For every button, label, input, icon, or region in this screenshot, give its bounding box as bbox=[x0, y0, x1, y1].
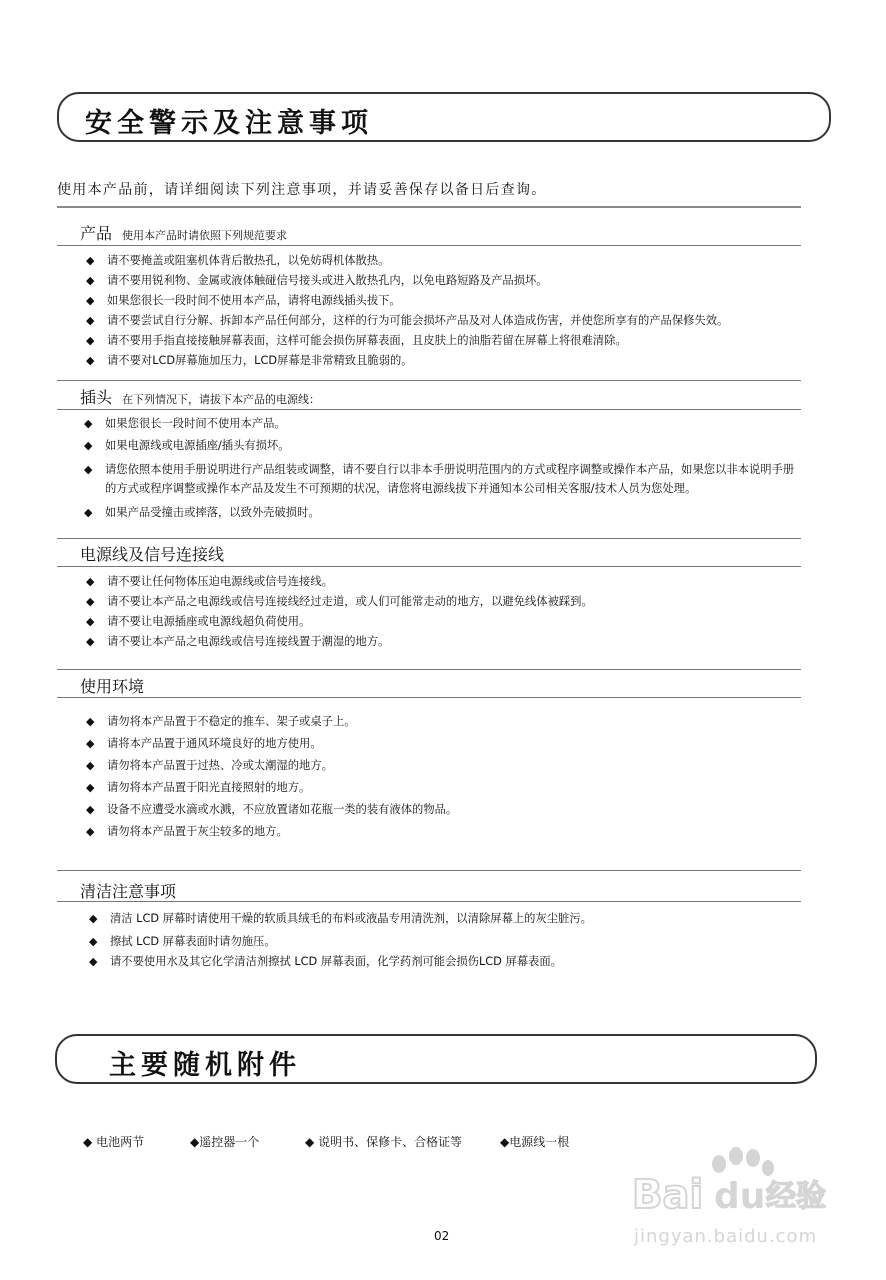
bullet-icon: ◆ bbox=[86, 615, 95, 628]
section-clean-list bbox=[89, 911, 809, 969]
list-item-text: 请不要掩盖或阻塞机体背后散热孔，以免妨碍机体散热。 bbox=[107, 254, 390, 267]
section-cable-divider bbox=[57, 566, 801, 567]
bullet-icon: ◆ bbox=[86, 254, 95, 267]
section-cable-title: 电源线及信号连接线 bbox=[80, 545, 225, 564]
list-item-text: 擦拭 LCD 屏幕表面时请勿施压。 bbox=[110, 935, 276, 948]
list-item-text: 请不要用手指直接接触屏幕表面，这样可能会损伤屏幕表面，且皮肤上的油脂若留在屏幕上将很难清除。 bbox=[107, 334, 627, 347]
list-item bbox=[86, 273, 806, 288]
list-item-text: 请不要对LCD屏幕施加压力，LCD屏幕是非常精致且脆弱的。 bbox=[107, 354, 413, 367]
list-item bbox=[86, 293, 806, 308]
bullet-icon: ◆ bbox=[89, 912, 98, 925]
bullet-icon: ◆ bbox=[305, 1135, 315, 1149]
bullet-icon: ◆ bbox=[86, 354, 95, 367]
watermark-url: jingyan.baidu.com bbox=[634, 1226, 818, 1247]
list-item-text: 如果电源线或电源插座/插头有损坏。 bbox=[105, 439, 290, 452]
watermark-brand: Bai bbox=[632, 1172, 704, 1218]
bullet-icon: ◆ bbox=[89, 955, 98, 968]
section-clean-divider bbox=[57, 901, 801, 902]
accessory-text: 遥控器一个 bbox=[199, 1135, 260, 1149]
bullet-icon: ◆ bbox=[84, 439, 93, 452]
bullet-icon: ◆ bbox=[89, 935, 98, 948]
bullet-icon: ◆ bbox=[86, 737, 95, 750]
list-item bbox=[86, 614, 806, 629]
section-env-heading bbox=[80, 674, 144, 697]
list-item-text: 请不要让电源插座或电源线超负荷使用。 bbox=[107, 615, 311, 628]
safety-title-box bbox=[57, 92, 831, 142]
list-item-text: 请您依照本使用手册说明进行产品组装或调整，请不要自行以非本手册说明范围内的方式或程序调整或操作本产品，如果您以非本说明手册的方式或程序调整或操作本产品及发生不可预期的状况，请您将电源线拔下并通知本公司相关客服/技术人员为您处理。 bbox=[105, 463, 795, 495]
list-item-text: 如果您很长一段时间不使用本产品。 bbox=[105, 417, 286, 430]
section-plug-heading bbox=[80, 385, 320, 408]
section-env-top-divider bbox=[57, 669, 801, 670]
section-product-heading bbox=[80, 221, 287, 244]
bullet-icon: ◆ bbox=[86, 595, 95, 608]
bullet-icon: ◆ bbox=[500, 1135, 510, 1149]
list-item-text: 如果您很长一段时间不使用本产品，请将电源线插头拔下。 bbox=[107, 294, 401, 307]
section-cable-heading bbox=[80, 542, 224, 565]
section-env-divider bbox=[57, 697, 801, 698]
list-item-text: 请将本产品置于通风环境良好的地方使用。 bbox=[107, 737, 322, 750]
bullet-icon: ◆ bbox=[84, 506, 93, 519]
accessory-text: 说明书、保修卡、合格证等 bbox=[318, 1135, 463, 1149]
bullet-icon: ◆ bbox=[190, 1135, 200, 1149]
list-item-text: 设备不应遭受水滴或水溅，不应放置诸如花瓶一类的装有液体的物品。 bbox=[107, 803, 458, 816]
section-plug-subtitle: 在下列情况下，请拔下本产品的电源线： bbox=[122, 393, 321, 406]
list-item-text: 请不要用锐利物、金属或液体触碰信号接头或进入散热孔内，以免电路短路及产品损坏。 bbox=[107, 274, 548, 287]
bullet-icon: ◆ bbox=[86, 803, 95, 816]
accessory-text: 电池两节 bbox=[96, 1135, 145, 1149]
list-item-text: 请勿将本产品置于阳光直接照射的地方。 bbox=[107, 781, 311, 794]
section-product-divider bbox=[57, 245, 801, 246]
page-number: 02 bbox=[434, 1229, 450, 1243]
accessory-item bbox=[305, 1133, 462, 1150]
section-product-subtitle: 使用本产品时请依照下列规范要求 bbox=[122, 229, 288, 242]
list-item bbox=[84, 416, 802, 431]
list-item bbox=[86, 780, 806, 795]
accessory-item bbox=[500, 1133, 569, 1150]
bullet-icon: ◆ bbox=[86, 575, 95, 588]
list-item-text: 请不要使用水及其它化学清洁剂擦拭 LCD 屏幕表面，化学药剂可能会损伤LCD 屏幕表面。 bbox=[110, 955, 562, 968]
section-plug-top-divider bbox=[57, 380, 801, 381]
list-item bbox=[86, 313, 806, 328]
section-clean-heading bbox=[80, 879, 176, 902]
list-item-text: 清洁 LCD 屏幕时请使用干燥的软质具绒毛的布料或液晶专用清洗剂，以清除屏幕上的灰尘脏污。 bbox=[110, 912, 592, 925]
watermark-brand-tail: du bbox=[714, 1176, 766, 1217]
list-item bbox=[86, 714, 806, 729]
safety-title: 安全警示及注意事项 bbox=[85, 108, 373, 139]
section-plug-list bbox=[84, 416, 802, 520]
list-item-text: 请不要让本产品之电源线或信号连接线经过走道，或人们可能常走动的地方，以避免线体被踩到。 bbox=[107, 595, 593, 608]
list-item-text: 请不要让本产品之电源线或信号连接线置于潮湿的地方。 bbox=[107, 635, 390, 648]
bullet-icon: ◆ bbox=[86, 334, 95, 347]
list-item-text: 请不要让任何物体压迫电源线或信号连接线。 bbox=[107, 575, 333, 588]
section-cable-top-divider bbox=[57, 538, 801, 539]
list-item bbox=[89, 911, 809, 926]
list-item bbox=[89, 934, 809, 949]
list-item bbox=[86, 594, 806, 609]
accessory-item bbox=[190, 1133, 259, 1150]
section-cable-list bbox=[86, 574, 806, 649]
accessory-text: 电源线一根 bbox=[509, 1135, 570, 1149]
section-plug-title: 插头 bbox=[80, 388, 113, 407]
bullet-icon: ◆ bbox=[86, 715, 95, 728]
section-product-title: 产品 bbox=[80, 224, 113, 243]
section-env-list bbox=[86, 714, 806, 839]
bullet-icon: ◆ bbox=[83, 1135, 93, 1149]
list-item-text: 如果产品受撞击或摔落，以致外壳破损时。 bbox=[105, 506, 320, 519]
bullet-icon: ◆ bbox=[86, 274, 95, 287]
list-item bbox=[86, 253, 806, 268]
list-item bbox=[86, 736, 806, 751]
bullet-icon: ◆ bbox=[86, 635, 95, 648]
list-item bbox=[86, 634, 806, 649]
section-clean-title: 清洁注意事项 bbox=[80, 882, 177, 901]
list-item bbox=[86, 353, 806, 368]
list-item bbox=[86, 333, 806, 348]
watermark-label: 经验 bbox=[766, 1179, 826, 1214]
paw-icon bbox=[712, 1147, 774, 1176]
list-item bbox=[86, 824, 806, 839]
list-item bbox=[86, 802, 806, 817]
list-item bbox=[86, 574, 806, 589]
bullet-icon: ◆ bbox=[86, 759, 95, 772]
list-item bbox=[84, 505, 802, 520]
intro-divider bbox=[57, 206, 801, 208]
section-plug-divider bbox=[57, 409, 801, 410]
section-clean-top-divider bbox=[57, 870, 801, 871]
accessory-item bbox=[83, 1133, 144, 1150]
baidu-jingyan-watermark bbox=[624, 1142, 844, 1252]
list-item bbox=[84, 438, 802, 453]
bullet-icon: ◆ bbox=[86, 781, 95, 794]
list-item bbox=[89, 954, 809, 969]
accessories-title-box bbox=[55, 1034, 817, 1084]
bullet-icon: ◆ bbox=[84, 417, 93, 430]
section-product-list bbox=[86, 253, 806, 368]
list-item-text: 请不要尝试自行分解、拆卸本产品任何部分，这样的行为可能会损坏产品及对人体造成伤害，并使您所享有的产品保修失效。 bbox=[107, 314, 729, 327]
intro-text: 使用本产品前，请详细阅读下列注意事项，并请妥善保存以备日后查询。 bbox=[57, 182, 547, 198]
section-env-title: 使用环境 bbox=[80, 677, 145, 696]
list-item bbox=[86, 758, 806, 773]
bullet-icon: ◆ bbox=[86, 825, 95, 838]
list-item-text: 请勿将本产品置于不稳定的推车、架子或桌子上。 bbox=[107, 715, 356, 728]
bullet-icon: ◆ bbox=[86, 314, 95, 327]
bullet-icon: ◆ bbox=[86, 294, 95, 307]
accessories-title: 主要随机附件 bbox=[109, 1050, 301, 1081]
bullet-icon: ◆ bbox=[84, 463, 93, 476]
list-item-text: 请勿将本产品置于灰尘较多的地方。 bbox=[107, 825, 288, 838]
list-item-text: 请勿将本产品置于过热、冷或太潮湿的地方。 bbox=[107, 759, 333, 772]
list-item bbox=[84, 460, 802, 498]
